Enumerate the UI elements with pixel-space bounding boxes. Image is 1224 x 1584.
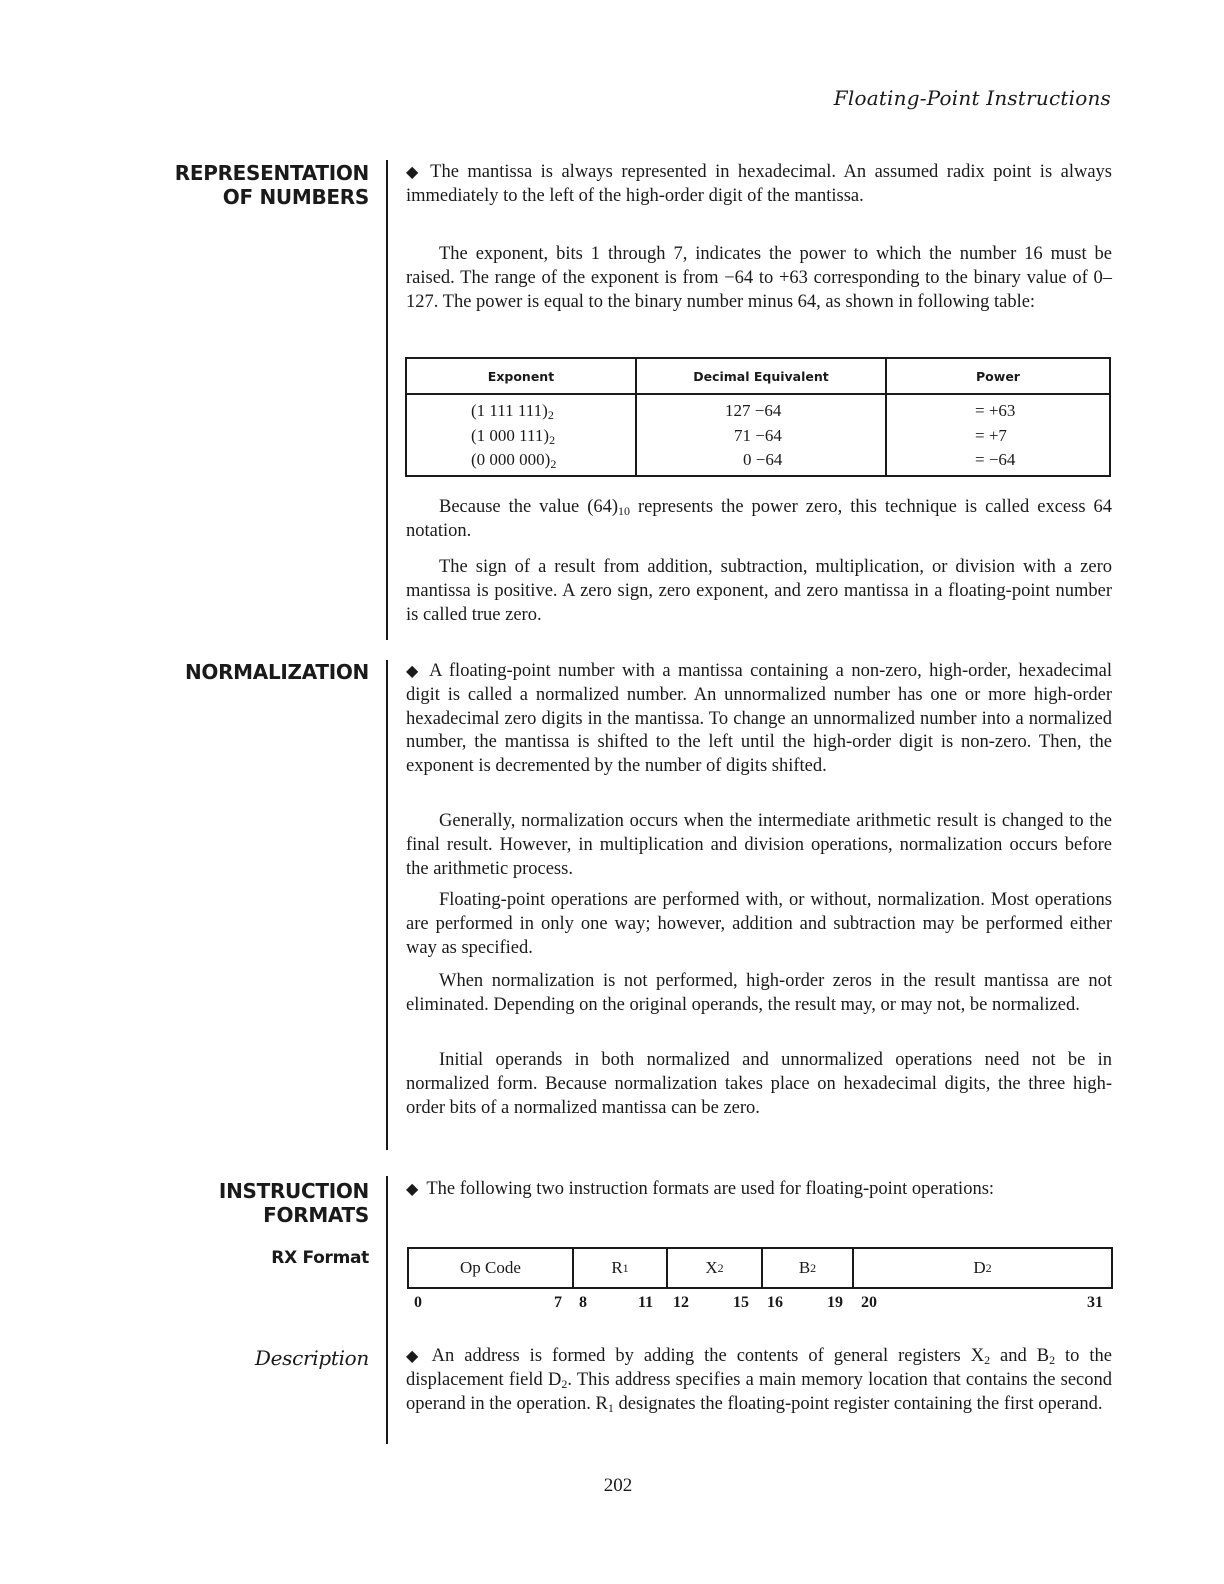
- representation-text: [406, 160, 1112, 209]
- diamond-bullet-icon: ◆: [406, 1346, 424, 1365]
- bit-number: 8: [579, 1294, 587, 1311]
- exponent-table: [405, 357, 1111, 477]
- bit-number: 19: [827, 1294, 843, 1311]
- paragraph: ◆ The mantissa is always represented in hexadecimal. An assumed radix point is always immediately to the left of the high-order digit of the mantissa.: [406, 162, 1112, 206]
- table-header: Power: [886, 358, 1110, 394]
- margin-rule: [386, 160, 388, 640]
- page-number: 202: [603, 1475, 633, 1496]
- diamond-bullet-icon: ◆: [406, 661, 422, 680]
- margin-rule: [386, 660, 388, 1150]
- paragraph: Because the value $(64)_{10}$ represents the power zero, this technique is called excess 64 notation.: [406, 497, 1112, 541]
- description-label: Description: [254, 1346, 369, 1370]
- paragraph: ◆ A floating-point number with a mantissa containing a non-zero, high-order, hexadecimal digit is called a normalized number. An unnormalized number has one or more high-order hexadecimal zero digits in the mantissa. To change an unnormalized number into a normalized number, the mantissa is shifted to the left until the high-order digit is non-zero. Then, the exponent is decremented by the number of digits shifted.: [406, 661, 1112, 777]
- paragraph: Generally, normalization occurs when the intermediate arithmetic result is changed to the final result. However, in multiplication and division operations, normalization occurs before the arithmetic process.: [406, 811, 1112, 879]
- field-x2: X 2: [668, 1249, 763, 1287]
- diamond-bullet-icon: ◆: [406, 1179, 419, 1198]
- bit-number: 15: [733, 1294, 749, 1311]
- field-op-code: Op Code: [409, 1249, 574, 1287]
- paragraph: ◆ An address is formed by adding the contents of general registers $X_2$ and $B_2$ to the displacement field $D_2$. This address specifies a main memory location that contains the second operand in the operation. $R_1$ designates the floating-point register containing the first operand.: [406, 1346, 1112, 1415]
- bit-number: 7: [554, 1294, 562, 1311]
- field-b2: B 2: [763, 1249, 854, 1287]
- paragraph: When normalization is not performed, high-order zeros in the result mantissa are not eliminated. Depending on the original operands, the result may, or may not, be normalized.: [406, 971, 1112, 1015]
- bit-number: 12: [673, 1294, 689, 1311]
- table-row: (1 111 $111)_2$ (1 000 $111)_2$ (0 000 $000)_2$ 127 −64 71 −64 0 −64 = +63 = +7 = −64: [406, 394, 1110, 476]
- bit-number: 31: [1087, 1294, 1103, 1311]
- bit-number: 20: [861, 1294, 877, 1311]
- bit-number: 11: [638, 1294, 654, 1311]
- rx-format-diagram: [407, 1247, 1113, 1289]
- table-header: Decimal Equivalent: [636, 358, 886, 394]
- section-heading-instruction-formats: INSTRUCTION FORMATS: [218, 1179, 369, 1227]
- diamond-bullet-icon: ◆: [406, 162, 423, 181]
- section-heading-normalization: NORMALIZATION: [184, 660, 369, 684]
- running-header: Floating-Point Instructions: [833, 86, 1111, 110]
- rx-format-label: RX Format: [271, 1248, 369, 1268]
- bit-number: 16: [767, 1294, 783, 1311]
- paragraph: Floating-point operations are performed with, or without, normalization. Most operations are performed in only one way; however, addition and subtraction may be performed either way as specified.: [406, 890, 1112, 958]
- section-heading-representation: REPRESENTATION OF NUMBERS: [174, 161, 369, 209]
- paragraph: Initial operands in both normalized and unnormalized operations need not be in normalized form. Because normalization takes place on hexadecimal digits, the three high-order bits of a normalized mantissa can be zero.: [406, 1050, 1112, 1118]
- margin-rule: [386, 1176, 388, 1444]
- field-d2: D 2: [973, 1258, 992, 1277]
- table-header: Exponent: [406, 358, 636, 394]
- bit-number: 0: [414, 1294, 422, 1311]
- paragraph: The exponent, bits 1 through 7, indicates the power to which the number 16 must be raised. The range of the exponent is from −64 to +63 corresponding to the binary value of 0–127. The power is equal to the binary number minus 64, as shown in following table:: [406, 244, 1112, 312]
- paragraph: ◆ The following two instruction formats are used for floating-point operations:: [406, 1179, 995, 1199]
- paragraph: The sign of a result from addition, subtraction, multiplication, or division with a zero mantissa is positive. A zero sign, zero exponent, and zero mantissa in a floating-point number is called true zero.: [406, 557, 1112, 625]
- field-r1: R 1: [574, 1249, 668, 1287]
